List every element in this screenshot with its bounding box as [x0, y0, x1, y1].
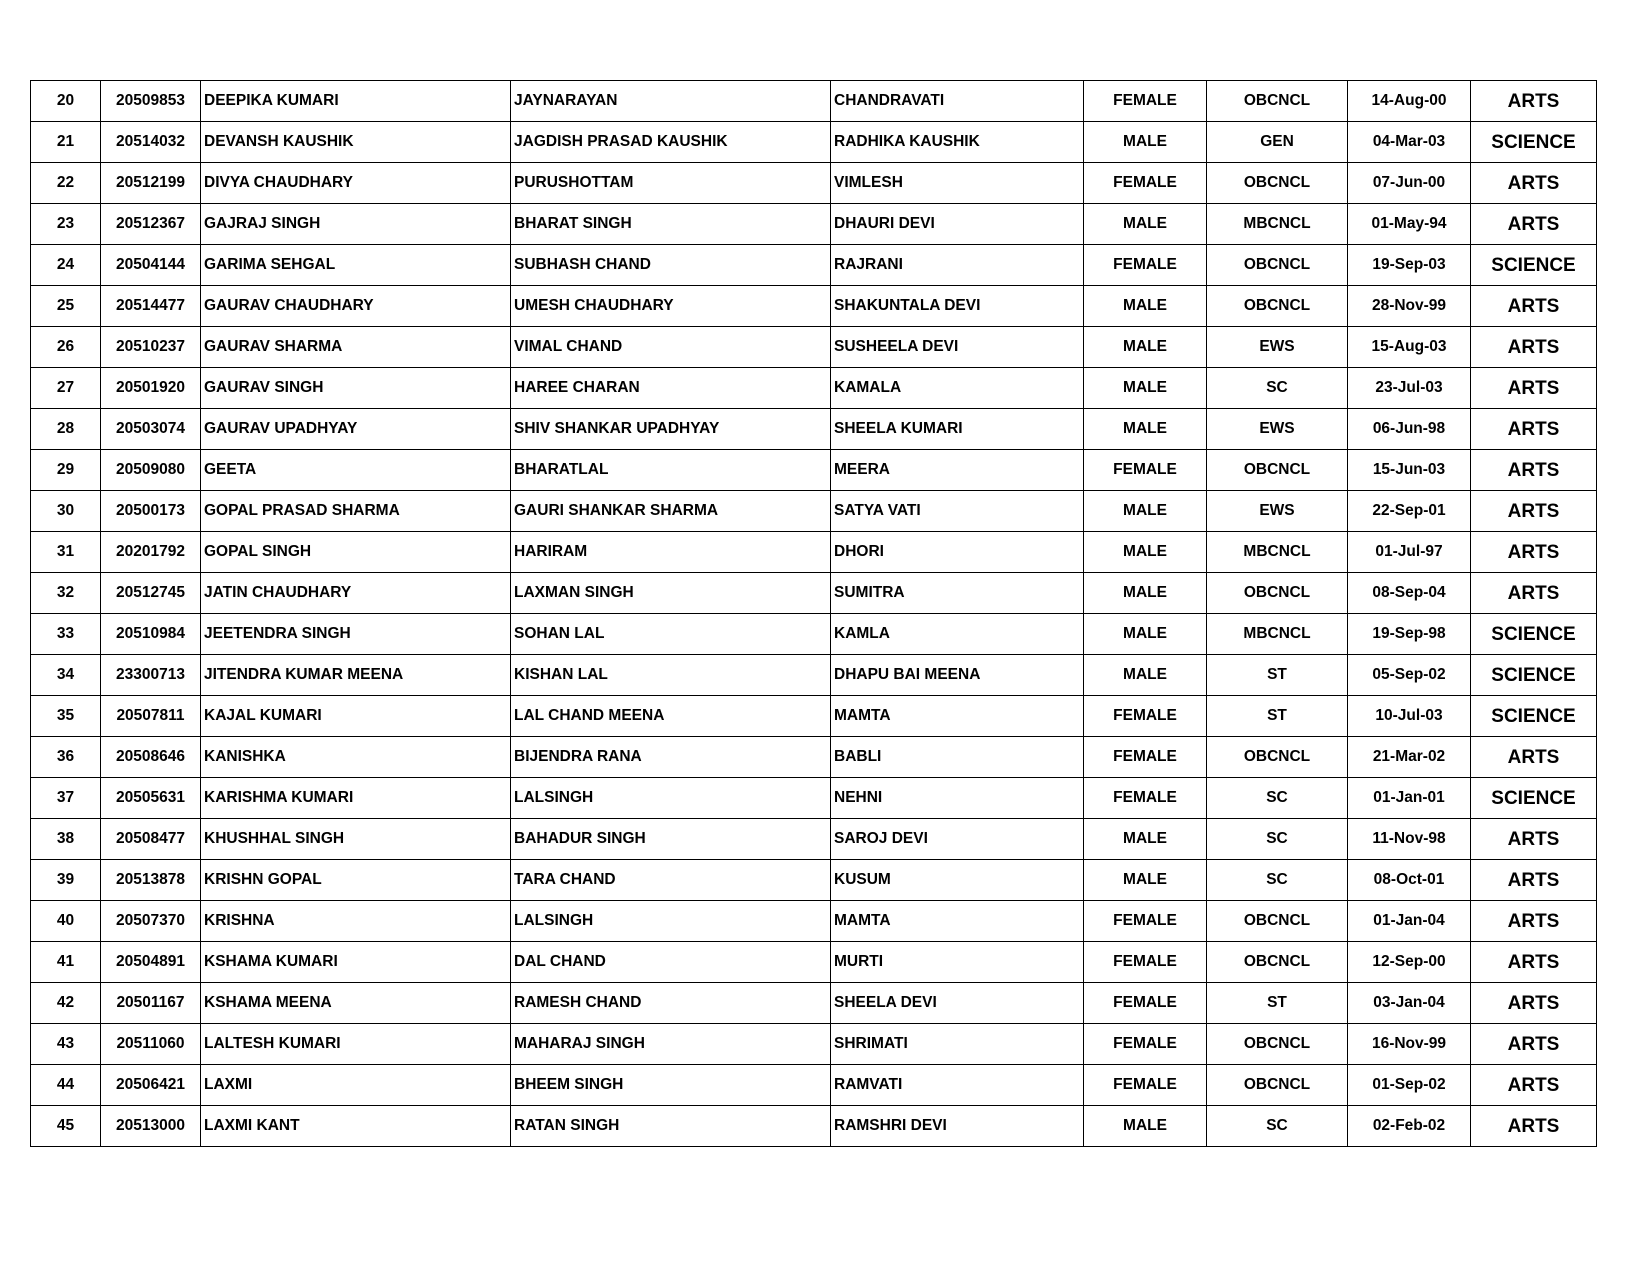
gender-cell: MALE [1084, 860, 1207, 901]
roll-number-cell: 20510984 [101, 614, 201, 655]
mother-name-cell: DHORI [831, 532, 1084, 573]
category-cell: MBCNCL [1207, 614, 1348, 655]
date-of-birth-cell: 01-Jul-97 [1348, 532, 1471, 573]
father-name-cell: HAREE CHARAN [511, 368, 831, 409]
stream-cell: ARTS [1471, 1024, 1597, 1065]
category-cell: EWS [1207, 327, 1348, 368]
father-name-cell: GAURI SHANKAR SHARMA [511, 491, 831, 532]
student-name-cell: JITENDRA KUMAR MEENA [201, 655, 511, 696]
table-row [31, 819, 1597, 860]
mother-name-cell: DHAURI DEVI [831, 204, 1084, 245]
father-name-cell: VIMAL CHAND [511, 327, 831, 368]
mother-name-cell: NEHNI [831, 778, 1084, 819]
serial-number-cell: 28 [31, 409, 101, 450]
stream-cell: ARTS [1471, 286, 1597, 327]
student-name-cell: GAURAV CHAUDHARY [201, 286, 511, 327]
table-row [31, 491, 1597, 532]
roll-number-cell: 20512367 [101, 204, 201, 245]
date-of-birth-cell: 08-Sep-04 [1348, 573, 1471, 614]
table-row [31, 204, 1597, 245]
gender-cell: MALE [1084, 327, 1207, 368]
gender-cell: MALE [1084, 122, 1207, 163]
category-cell: OBCNCL [1207, 942, 1348, 983]
date-of-birth-cell: 05-Sep-02 [1348, 655, 1471, 696]
mother-name-cell: KAMALA [831, 368, 1084, 409]
mother-name-cell: SHAKUNTALA DEVI [831, 286, 1084, 327]
mother-name-cell: RADHIKA KAUSHIK [831, 122, 1084, 163]
father-name-cell: BHEEM SINGH [511, 1065, 831, 1106]
date-of-birth-cell: 19-Sep-03 [1348, 245, 1471, 286]
category-cell: SC [1207, 778, 1348, 819]
father-name-cell: BIJENDRA RANA [511, 737, 831, 778]
category-cell: ST [1207, 655, 1348, 696]
table-row [31, 122, 1597, 163]
mother-name-cell: RAMSHRI DEVI [831, 1106, 1084, 1147]
student-name-cell: LALTESH KUMARI [201, 1024, 511, 1065]
student-name-cell: LAXMI KANT [201, 1106, 511, 1147]
serial-number-cell: 20 [31, 81, 101, 122]
serial-number-cell: 34 [31, 655, 101, 696]
serial-number-cell: 27 [31, 368, 101, 409]
date-of-birth-cell: 02-Feb-02 [1348, 1106, 1471, 1147]
gender-cell: MALE [1084, 655, 1207, 696]
roll-number-cell: 20501920 [101, 368, 201, 409]
category-cell: SC [1207, 860, 1348, 901]
date-of-birth-cell: 15-Jun-03 [1348, 450, 1471, 491]
father-name-cell: PURUSHOTTAM [511, 163, 831, 204]
table-row [31, 655, 1597, 696]
roll-number-cell: 20508646 [101, 737, 201, 778]
mother-name-cell: SATYA VATI [831, 491, 1084, 532]
category-cell: ST [1207, 696, 1348, 737]
category-cell: SC [1207, 819, 1348, 860]
stream-cell: SCIENCE [1471, 122, 1597, 163]
table-row [31, 1065, 1597, 1106]
stream-cell: ARTS [1471, 491, 1597, 532]
category-cell: OBCNCL [1207, 737, 1348, 778]
category-cell: OBCNCL [1207, 163, 1348, 204]
table-row [31, 450, 1597, 491]
student-name-cell: GOPAL SINGH [201, 532, 511, 573]
serial-number-cell: 43 [31, 1024, 101, 1065]
serial-number-cell: 35 [31, 696, 101, 737]
serial-number-cell: 25 [31, 286, 101, 327]
student-list-table [30, 80, 1597, 1147]
category-cell: SC [1207, 368, 1348, 409]
stream-cell: ARTS [1471, 983, 1597, 1024]
serial-number-cell: 36 [31, 737, 101, 778]
student-name-cell: GAURAV UPADHYAY [201, 409, 511, 450]
category-cell: GEN [1207, 122, 1348, 163]
serial-number-cell: 38 [31, 819, 101, 860]
mother-name-cell: MURTI [831, 942, 1084, 983]
stream-cell: ARTS [1471, 163, 1597, 204]
serial-number-cell: 24 [31, 245, 101, 286]
stream-cell: ARTS [1471, 1106, 1597, 1147]
serial-number-cell: 39 [31, 860, 101, 901]
stream-cell: ARTS [1471, 368, 1597, 409]
table-row [31, 983, 1597, 1024]
date-of-birth-cell: 14-Aug-00 [1348, 81, 1471, 122]
table-row [31, 368, 1597, 409]
gender-cell: MALE [1084, 204, 1207, 245]
mother-name-cell: KUSUM [831, 860, 1084, 901]
date-of-birth-cell: 15-Aug-03 [1348, 327, 1471, 368]
student-name-cell: LAXMI [201, 1065, 511, 1106]
father-name-cell: SUBHASH CHAND [511, 245, 831, 286]
category-cell: EWS [1207, 491, 1348, 532]
category-cell: MBCNCL [1207, 204, 1348, 245]
gender-cell: MALE [1084, 532, 1207, 573]
stream-cell: ARTS [1471, 204, 1597, 245]
student-name-cell: KARISHMA KUMARI [201, 778, 511, 819]
mother-name-cell: DHAPU BAI MEENA [831, 655, 1084, 696]
student-name-cell: GARIMA SEHGAL [201, 245, 511, 286]
gender-cell: MALE [1084, 368, 1207, 409]
mother-name-cell: BABLI [831, 737, 1084, 778]
table-row [31, 286, 1597, 327]
table-row [31, 409, 1597, 450]
student-name-cell: KAJAL KUMARI [201, 696, 511, 737]
father-name-cell: BAHADUR SINGH [511, 819, 831, 860]
student-name-cell: DEEPIKA KUMARI [201, 81, 511, 122]
roll-number-cell: 20507811 [101, 696, 201, 737]
roll-number-cell: 20501167 [101, 983, 201, 1024]
stream-cell: SCIENCE [1471, 655, 1597, 696]
stream-cell: SCIENCE [1471, 614, 1597, 655]
table-row [31, 737, 1597, 778]
father-name-cell: SHIV SHANKAR UPADHYAY [511, 409, 831, 450]
stream-cell: ARTS [1471, 532, 1597, 573]
father-name-cell: KISHAN LAL [511, 655, 831, 696]
mother-name-cell: MEERA [831, 450, 1084, 491]
category-cell: OBCNCL [1207, 245, 1348, 286]
roll-number-cell: 20514032 [101, 122, 201, 163]
student-name-cell: KRISHN GOPAL [201, 860, 511, 901]
category-cell: SC [1207, 1106, 1348, 1147]
gender-cell: FEMALE [1084, 81, 1207, 122]
category-cell: OBCNCL [1207, 573, 1348, 614]
stream-cell: ARTS [1471, 327, 1597, 368]
date-of-birth-cell: 19-Sep-98 [1348, 614, 1471, 655]
category-cell: OBCNCL [1207, 286, 1348, 327]
roll-number-cell: 20505631 [101, 778, 201, 819]
father-name-cell: MAHARAJ SINGH [511, 1024, 831, 1065]
roll-number-cell: 20504891 [101, 942, 201, 983]
mother-name-cell: MAMTA [831, 696, 1084, 737]
category-cell: OBCNCL [1207, 1065, 1348, 1106]
category-cell: MBCNCL [1207, 532, 1348, 573]
date-of-birth-cell: 28-Nov-99 [1348, 286, 1471, 327]
student-name-cell: GAURAV SINGH [201, 368, 511, 409]
father-name-cell: BHARAT SINGH [511, 204, 831, 245]
roll-number-cell: 20512199 [101, 163, 201, 204]
table-row [31, 1106, 1597, 1147]
serial-number-cell: 21 [31, 122, 101, 163]
stream-cell: ARTS [1471, 819, 1597, 860]
stream-cell: ARTS [1471, 450, 1597, 491]
table-row [31, 1024, 1597, 1065]
serial-number-cell: 31 [31, 532, 101, 573]
date-of-birth-cell: 06-Jun-98 [1348, 409, 1471, 450]
gender-cell: FEMALE [1084, 1065, 1207, 1106]
gender-cell: FEMALE [1084, 450, 1207, 491]
gender-cell: FEMALE [1084, 901, 1207, 942]
serial-number-cell: 33 [31, 614, 101, 655]
stream-cell: ARTS [1471, 409, 1597, 450]
stream-cell: SCIENCE [1471, 778, 1597, 819]
student-name-cell: GAURAV SHARMA [201, 327, 511, 368]
roll-number-cell: 20512745 [101, 573, 201, 614]
serial-number-cell: 44 [31, 1065, 101, 1106]
serial-number-cell: 42 [31, 983, 101, 1024]
date-of-birth-cell: 04-Mar-03 [1348, 122, 1471, 163]
roll-number-cell: 20504144 [101, 245, 201, 286]
table-row [31, 901, 1597, 942]
serial-number-cell: 40 [31, 901, 101, 942]
stream-cell: ARTS [1471, 1065, 1597, 1106]
gender-cell: FEMALE [1084, 696, 1207, 737]
student-name-cell: DIVYA CHAUDHARY [201, 163, 511, 204]
roll-number-cell: 20508477 [101, 819, 201, 860]
category-cell: EWS [1207, 409, 1348, 450]
table-row [31, 81, 1597, 122]
table-row [31, 163, 1597, 204]
table-row [31, 942, 1597, 983]
category-cell: OBCNCL [1207, 1024, 1348, 1065]
student-name-cell: GOPAL PRASAD SHARMA [201, 491, 511, 532]
roll-number-cell: 20507370 [101, 901, 201, 942]
date-of-birth-cell: 23-Jul-03 [1348, 368, 1471, 409]
roll-number-cell: 20510237 [101, 327, 201, 368]
stream-cell: ARTS [1471, 860, 1597, 901]
father-name-cell: LAL CHAND MEENA [511, 696, 831, 737]
mother-name-cell: RAMVATI [831, 1065, 1084, 1106]
father-name-cell: RAMESH CHAND [511, 983, 831, 1024]
student-name-cell: JATIN CHAUDHARY [201, 573, 511, 614]
gender-cell: FEMALE [1084, 1024, 1207, 1065]
student-name-cell: GEETA [201, 450, 511, 491]
student-name-cell: JEETENDRA SINGH [201, 614, 511, 655]
date-of-birth-cell: 22-Sep-01 [1348, 491, 1471, 532]
gender-cell: FEMALE [1084, 942, 1207, 983]
gender-cell: FEMALE [1084, 163, 1207, 204]
mother-name-cell: MAMTA [831, 901, 1084, 942]
gender-cell: MALE [1084, 1106, 1207, 1147]
table-row [31, 327, 1597, 368]
roll-number-cell: 20503074 [101, 409, 201, 450]
table-row [31, 614, 1597, 655]
gender-cell: MALE [1084, 286, 1207, 327]
mother-name-cell: SAROJ DEVI [831, 819, 1084, 860]
gender-cell: FEMALE [1084, 245, 1207, 286]
gender-cell: MALE [1084, 491, 1207, 532]
date-of-birth-cell: 10-Jul-03 [1348, 696, 1471, 737]
father-name-cell: TARA CHAND [511, 860, 831, 901]
date-of-birth-cell: 01-Sep-02 [1348, 1065, 1471, 1106]
date-of-birth-cell: 01-Jan-04 [1348, 901, 1471, 942]
father-name-cell: DAL CHAND [511, 942, 831, 983]
gender-cell: MALE [1084, 409, 1207, 450]
serial-number-cell: 45 [31, 1106, 101, 1147]
gender-cell: FEMALE [1084, 983, 1207, 1024]
table-row [31, 573, 1597, 614]
stream-cell: ARTS [1471, 737, 1597, 778]
father-name-cell: LALSINGH [511, 778, 831, 819]
stream-cell: SCIENCE [1471, 245, 1597, 286]
gender-cell: FEMALE [1084, 778, 1207, 819]
category-cell: ST [1207, 983, 1348, 1024]
roll-number-cell: 20511060 [101, 1024, 201, 1065]
date-of-birth-cell: 07-Jun-00 [1348, 163, 1471, 204]
table-row [31, 778, 1597, 819]
date-of-birth-cell: 08-Oct-01 [1348, 860, 1471, 901]
student-name-cell: KRISHNA [201, 901, 511, 942]
category-cell: OBCNCL [1207, 81, 1348, 122]
serial-number-cell: 22 [31, 163, 101, 204]
mother-name-cell: SUSHEELA DEVI [831, 327, 1084, 368]
roll-number-cell: 20506421 [101, 1065, 201, 1106]
stream-cell: ARTS [1471, 81, 1597, 122]
father-name-cell: UMESH CHAUDHARY [511, 286, 831, 327]
roll-number-cell: 20513878 [101, 860, 201, 901]
serial-number-cell: 23 [31, 204, 101, 245]
gender-cell: MALE [1084, 614, 1207, 655]
date-of-birth-cell: 01-Jan-01 [1348, 778, 1471, 819]
table-row [31, 532, 1597, 573]
stream-cell: ARTS [1471, 942, 1597, 983]
student-name-cell: KHUSHHAL SINGH [201, 819, 511, 860]
student-name-cell: KANISHKA [201, 737, 511, 778]
mother-name-cell: SHEELA KUMARI [831, 409, 1084, 450]
date-of-birth-cell: 01-May-94 [1348, 204, 1471, 245]
mother-name-cell: VIMLESH [831, 163, 1084, 204]
date-of-birth-cell: 11-Nov-98 [1348, 819, 1471, 860]
roll-number-cell: 20500173 [101, 491, 201, 532]
gender-cell: FEMALE [1084, 737, 1207, 778]
father-name-cell: LALSINGH [511, 901, 831, 942]
date-of-birth-cell: 21-Mar-02 [1348, 737, 1471, 778]
gender-cell: MALE [1084, 573, 1207, 614]
serial-number-cell: 41 [31, 942, 101, 983]
date-of-birth-cell: 12-Sep-00 [1348, 942, 1471, 983]
table-row [31, 696, 1597, 737]
roll-number-cell: 20509853 [101, 81, 201, 122]
mother-name-cell: SUMITRA [831, 573, 1084, 614]
mother-name-cell: CHANDRAVATI [831, 81, 1084, 122]
student-name-cell: KSHAMA KUMARI [201, 942, 511, 983]
father-name-cell: LAXMAN SINGH [511, 573, 831, 614]
student-name-cell: GAJRAJ SINGH [201, 204, 511, 245]
table-row [31, 860, 1597, 901]
category-cell: OBCNCL [1207, 901, 1348, 942]
date-of-birth-cell: 16-Nov-99 [1348, 1024, 1471, 1065]
roll-number-cell: 20201792 [101, 532, 201, 573]
father-name-cell: BHARATLAL [511, 450, 831, 491]
table-row [31, 245, 1597, 286]
category-cell: OBCNCL [1207, 450, 1348, 491]
father-name-cell: RATAN SINGH [511, 1106, 831, 1147]
serial-number-cell: 30 [31, 491, 101, 532]
gender-cell: MALE [1084, 819, 1207, 860]
mother-name-cell: KAMLA [831, 614, 1084, 655]
father-name-cell: JAGDISH PRASAD KAUSHIK [511, 122, 831, 163]
roll-number-cell: 23300713 [101, 655, 201, 696]
serial-number-cell: 37 [31, 778, 101, 819]
mother-name-cell: SHRIMATI [831, 1024, 1084, 1065]
stream-cell: ARTS [1471, 901, 1597, 942]
serial-number-cell: 26 [31, 327, 101, 368]
date-of-birth-cell: 03-Jan-04 [1348, 983, 1471, 1024]
stream-cell: ARTS [1471, 573, 1597, 614]
father-name-cell: JAYNARAYAN [511, 81, 831, 122]
student-name-cell: KSHAMA MEENA [201, 983, 511, 1024]
roll-number-cell: 20513000 [101, 1106, 201, 1147]
mother-name-cell: SHEELA DEVI [831, 983, 1084, 1024]
serial-number-cell: 29 [31, 450, 101, 491]
table-body [31, 81, 1597, 1147]
roll-number-cell: 20514477 [101, 286, 201, 327]
mother-name-cell: RAJRANI [831, 245, 1084, 286]
student-name-cell: DEVANSH KAUSHIK [201, 122, 511, 163]
stream-cell: SCIENCE [1471, 696, 1597, 737]
roll-number-cell: 20509080 [101, 450, 201, 491]
father-name-cell: HARIRAM [511, 532, 831, 573]
father-name-cell: SOHAN LAL [511, 614, 831, 655]
serial-number-cell: 32 [31, 573, 101, 614]
